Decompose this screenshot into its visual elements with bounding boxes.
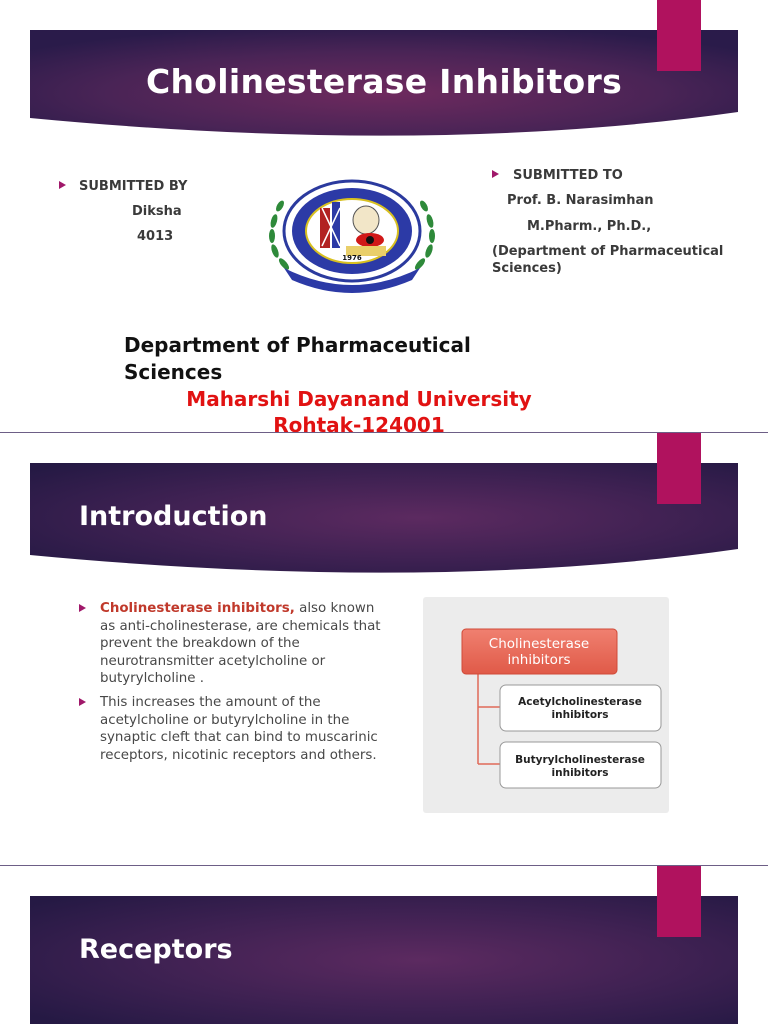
submitter-name: Diksha: [132, 204, 182, 219]
diagram-child1-line1: Acetylcholinesterase: [518, 696, 642, 708]
professor-department-line1: (Department of Pharmaceutical: [492, 244, 724, 259]
diagram-connector: [478, 674, 501, 764]
slide-title: Introduction: [79, 501, 268, 532]
diagram-child2-line1: Butyrylcholinesterase: [515, 754, 645, 766]
diagram-child-box-1: [500, 685, 661, 731]
submitted-by-label: SUBMITTED BY: [79, 179, 188, 194]
diagram-child2-line2: inhibitors: [551, 767, 609, 779]
professor-name: Prof. B. Narasimhan: [507, 193, 654, 208]
university-logo: [262, 176, 442, 294]
highlight-term: Cholinesterase inhibitors,: [100, 601, 295, 616]
slide-title: Cholinesterase Inhibitors: [145, 62, 623, 101]
bullet-marker: [79, 604, 86, 612]
diagram-root-line2: inhibitors: [507, 652, 571, 668]
title-slide: [0, 0, 768, 432]
accent-tab: [657, 433, 701, 504]
bullet-text: also known as anti-cholinesterase, are chemicals that prevent the breakdown of the neurotransmitter acetylcholine or butyrylcholine .: [100, 601, 381, 686]
professor-department-line2: Sciences): [492, 261, 562, 276]
logo-year: 1976: [342, 254, 362, 262]
diagram-child1-line2: inhibitors: [551, 709, 609, 721]
university-city: Rohtak-124001: [273, 413, 445, 432]
accent-tab: [657, 866, 701, 937]
diagram-root-line1: Cholinesterase: [488, 636, 590, 652]
professor-degree: M.Pharm., Ph.D.,: [527, 219, 652, 234]
receptors-slide: [0, 866, 768, 1024]
intro-bullet-1: [100, 600, 390, 688]
intro-bullet-2: This increases the amount of the acetylcholine or butyrylcholine in the synaptic cleft that can bind to muscarinic receptors, nicotinic receptors and others.: [100, 695, 378, 763]
introduction-slide: [0, 433, 768, 865]
bullet-marker: [59, 181, 66, 189]
slide-title: Receptors: [79, 934, 233, 965]
bullet-marker: [79, 698, 86, 706]
submitted-to-label: SUBMITTED TO: [513, 168, 623, 183]
classification-diagram: [423, 597, 669, 813]
university-name: Maharshi Dayanand University: [186, 387, 532, 411]
department-name: Department of Pharmaceutical Sciences: [124, 333, 471, 384]
bullet-marker: [492, 170, 499, 178]
accent-tab: [657, 0, 701, 71]
submitter-roll: 4013: [137, 229, 174, 244]
